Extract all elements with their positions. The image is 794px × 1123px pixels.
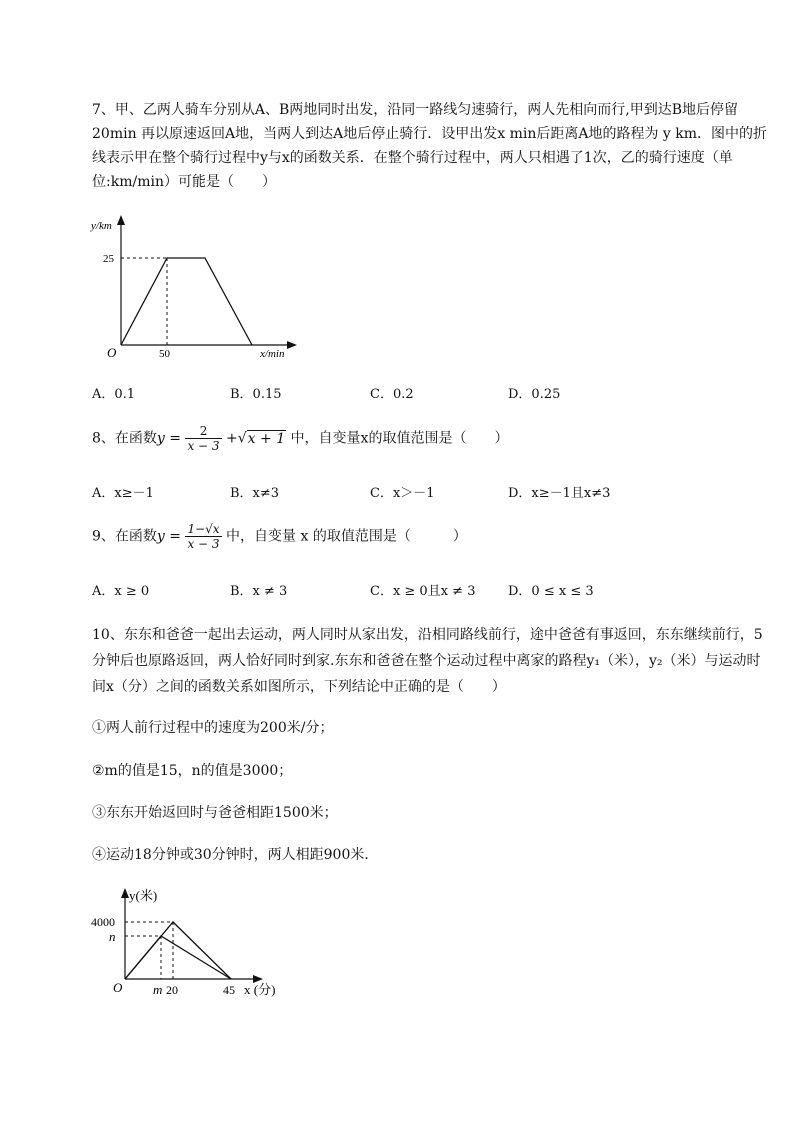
q9-option-c[interactable]: C．x ≥ 0且x ≠ 3 — [370, 584, 476, 599]
q10-statement-4: ④运动18分钟或30分钟时，两人相距900米． — [92, 847, 379, 863]
q7-origin-label: O — [107, 345, 117, 360]
q9-prefix: 9、在函数 — [92, 528, 157, 545]
q7-line-jia — [121, 258, 252, 345]
q8-option-c[interactable]: C．x＞－1 — [370, 486, 435, 501]
q9-option-d[interactable]: D．0 ≤ x ≤ 3 — [508, 584, 594, 599]
q7-y-axis-label: y/km — [91, 220, 112, 232]
q7-option-a[interactable]: A．0.1 — [92, 387, 136, 402]
q9-func-lhs: y = — [156, 528, 182, 545]
question-9-text — [92, 522, 467, 551]
q9-option-a[interactable]: A．x ≥ 0 — [92, 584, 150, 599]
question-8-text — [92, 424, 508, 453]
q7-chart — [91, 215, 305, 360]
q7-option-b[interactable]: B．0.15 — [230, 387, 282, 402]
q8-option-b[interactable]: B．x≠3 — [230, 486, 280, 501]
q10-y-tick-4000: 4000 — [91, 915, 115, 929]
q8-func-lhs: y = — [156, 430, 182, 447]
q10-line-y1 — [125, 922, 231, 979]
q8-option-d[interactable]: D．x≥－1且x≠3 — [508, 486, 611, 501]
q9-option-b[interactable]: B．x ≠ 3 — [230, 584, 288, 599]
q9-options — [92, 580, 772, 600]
question-7-text: 7、甲、乙两人骑车分别从A、B两地同时出发，沿同一路线匀速骑行，两人先相向而行,甲到达B地后停留20min 再以原速返回A地，当两人到达A地后停止骑行．设甲出发x min后距离A地的路程为 y km．图中的折线表示甲在整个骑行过程中y与x的函数关系．在整个骑行过程中，两人只相遇了1次，乙的骑行速度（单位:km/min）可能是（ ） — [92, 102, 768, 190]
q7-y-tick-25: 25 — [103, 253, 114, 265]
q8-options — [92, 482, 772, 502]
sqrt-radical-icon: √ — [237, 430, 247, 447]
q9-fraction — [185, 522, 221, 551]
q8-plus: + — [226, 430, 238, 447]
q7-x-arrow — [287, 341, 297, 349]
q10-origin-label: O — [113, 980, 123, 995]
q10-line-y2 — [125, 936, 231, 979]
q10-statement-3: ③东东开始返回时与爸爸相距1500米； — [92, 805, 338, 821]
q10-y-arrow — [121, 888, 129, 898]
q10-x-tick-45: 45 — [223, 983, 235, 997]
q8-fraction — [185, 424, 221, 453]
q7-y-arrow — [117, 215, 125, 225]
q7-option-c[interactable]: C．0.2 — [370, 387, 414, 402]
q8-sqrt-arg: x + 1 — [247, 430, 286, 447]
q7-x-tick-50: 50 — [159, 348, 170, 360]
q10-y-tick-n: n — [109, 929, 116, 944]
q10-x-tick-20: 20 — [166, 983, 178, 997]
q7-options — [92, 383, 772, 403]
q8-frac-den: x − 3 — [187, 439, 220, 453]
q7-option-d[interactable]: D．0.25 — [508, 387, 561, 402]
q10-statement-2: ②m的值是15，n的值是3000； — [92, 763, 293, 779]
q9-suffix: 中，自变量 x 的取值范围是（ ） — [226, 528, 467, 545]
q8-suffix: 中，自变量x的取值范围是（ ） — [290, 430, 509, 447]
q10-chart — [85, 886, 295, 1001]
q8-option-a[interactable]: A．x≥－1 — [92, 486, 154, 501]
q7-x-axis-label: x/min — [260, 348, 285, 360]
q10-x-axis-label: x (分) — [244, 982, 276, 997]
q10-x-tick-m: m — [153, 982, 163, 997]
q9-frac-den: x − 3 — [187, 537, 220, 551]
q9-frac-num: 1−√x — [187, 522, 220, 536]
q8-prefix: 8、在函数 — [92, 430, 157, 447]
q8-frac-num: 2 — [185, 424, 221, 439]
q10-statement-1: ①两人前行过程中的速度为200米/分； — [92, 720, 334, 736]
q10-y-axis-label: y(米) — [129, 888, 158, 903]
question-10-text: 10、东东和爸爸一起出去运动，两人同时从家出发，沿相同路线前行，途中爸爸有事返回，东东继续前行，5分钟后也原路返回，两人恰好同时到家.东东和爸爸在整个运动过程中离家的路程y₁（米），y₂（米）与运动时间x（分）之间的函数关系如图所示，下列结论中正确的是（ ） — [92, 627, 763, 695]
